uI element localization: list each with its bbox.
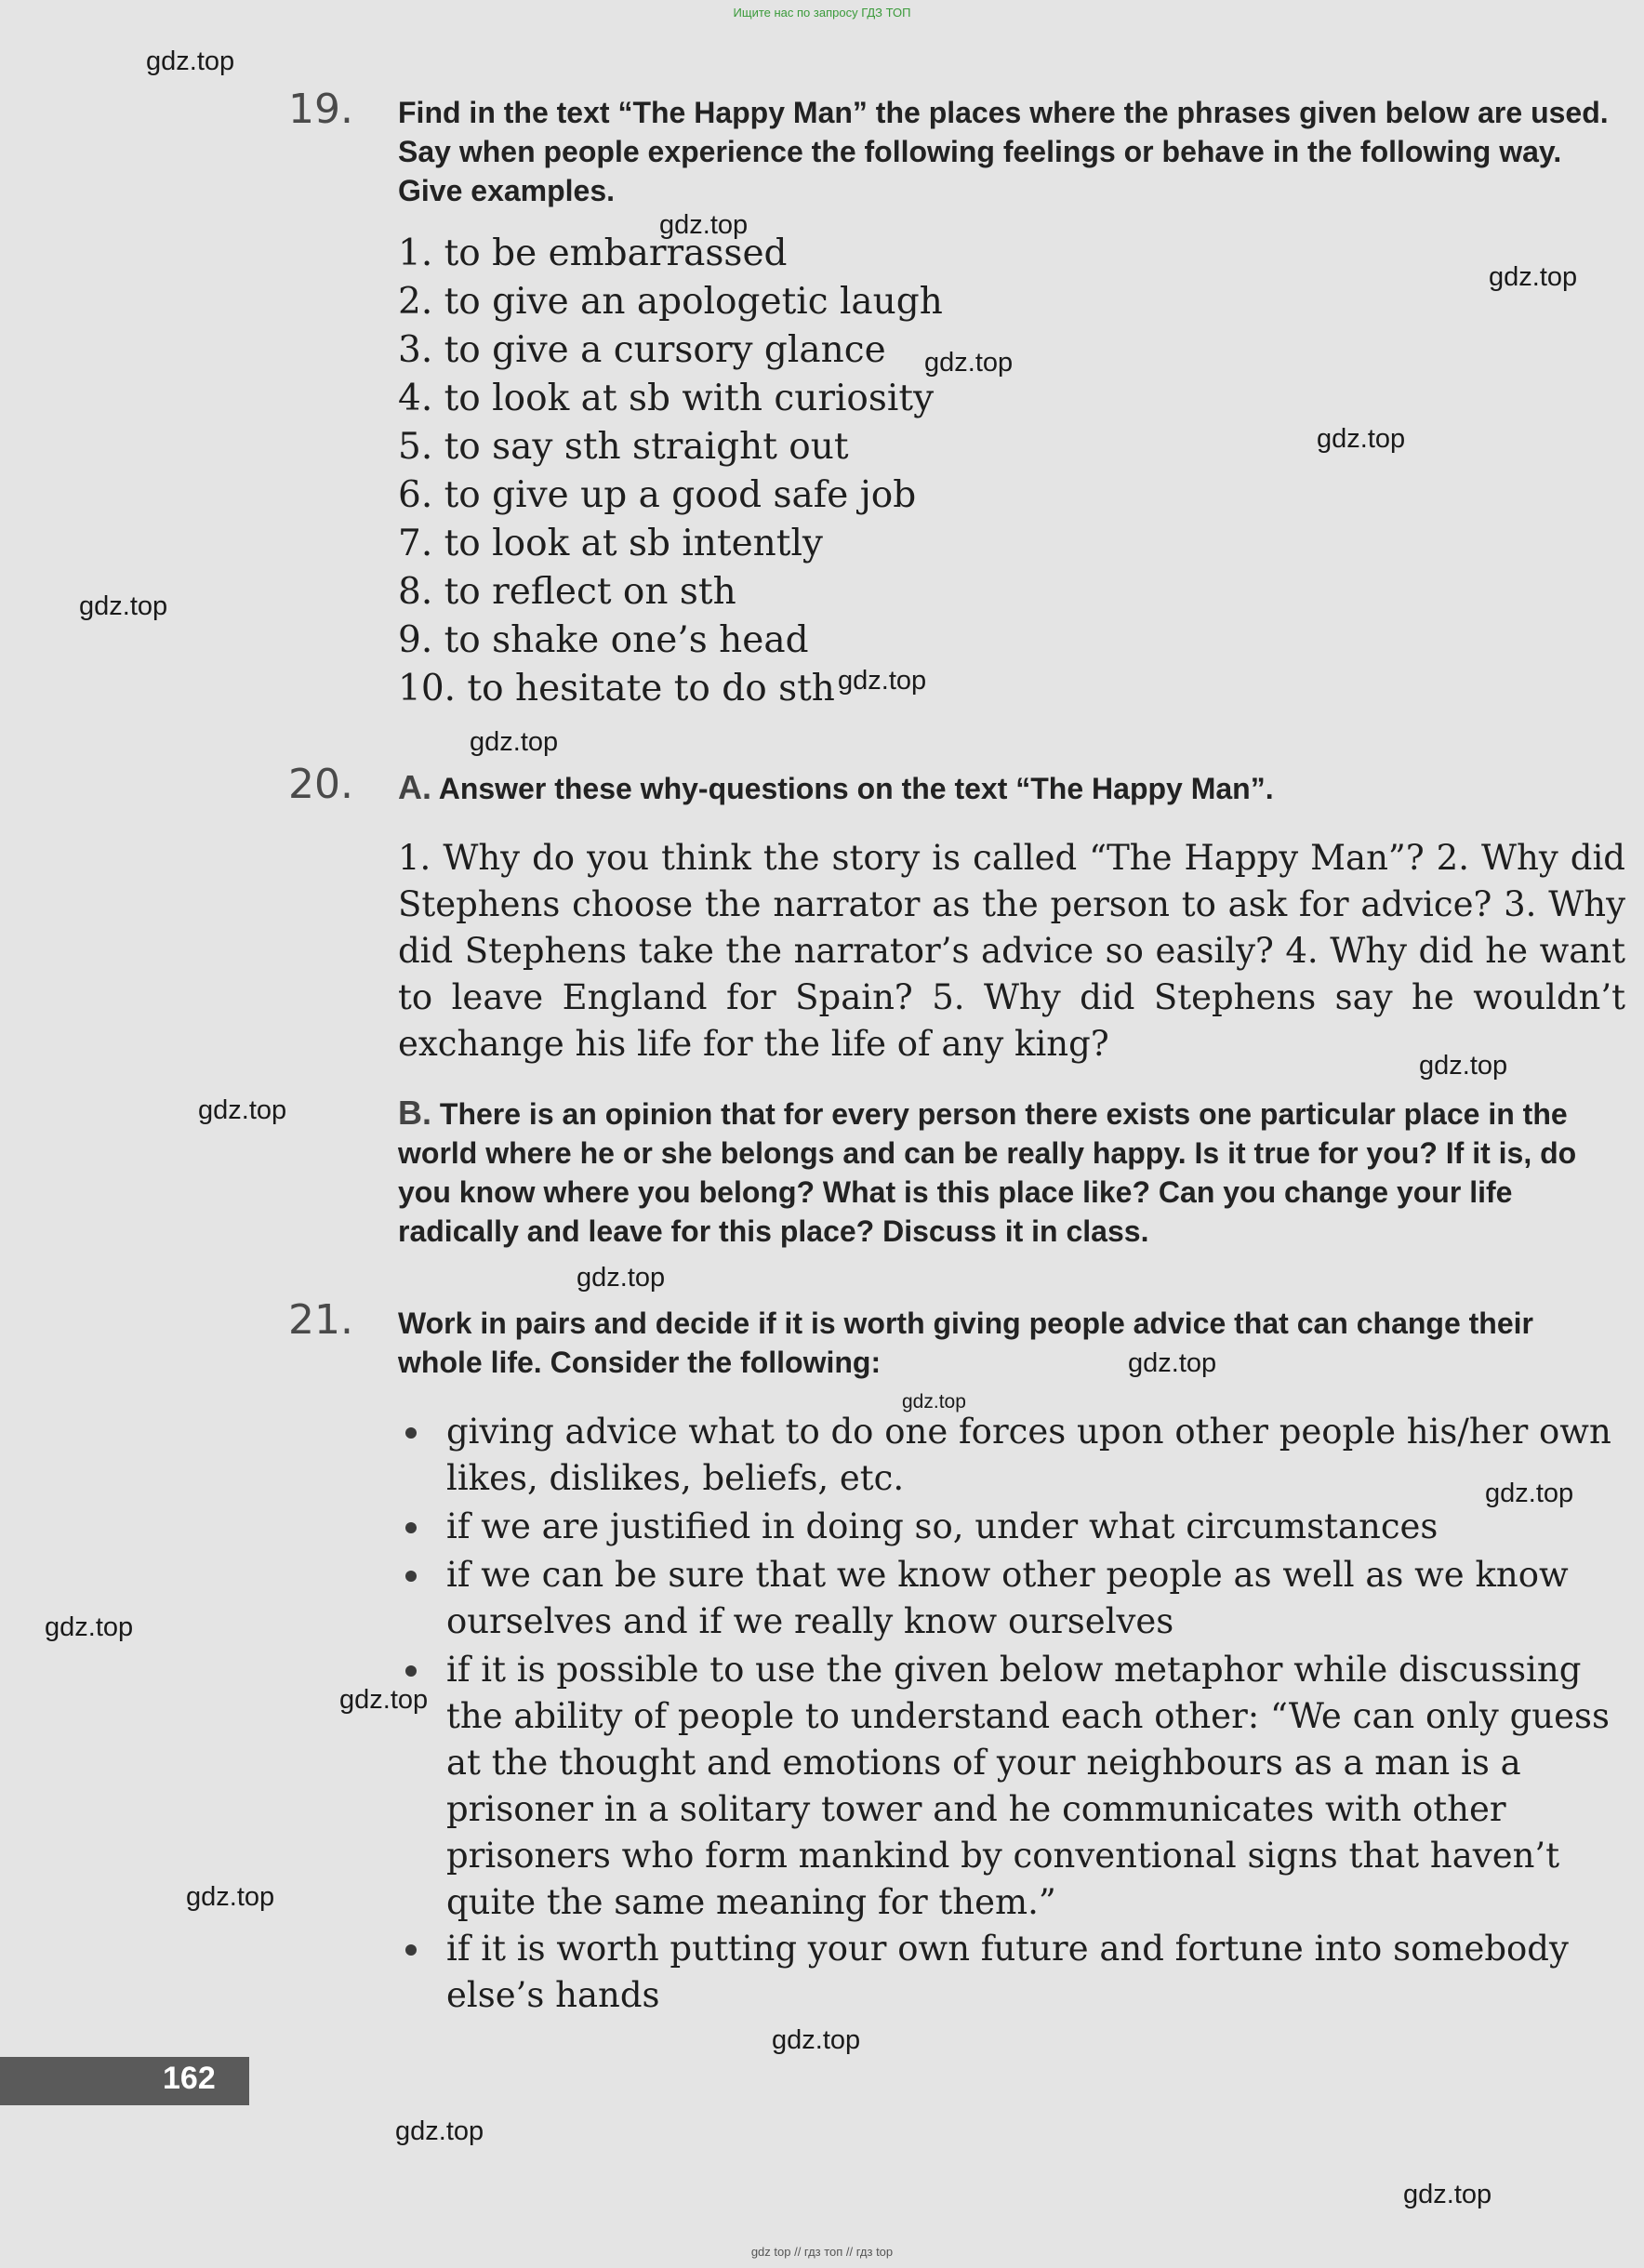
bullet-text: if we can be sure that we know other people as well as we know ourselves and if we really know ourselves — [446, 1555, 1569, 1641]
watermark: gdz.top — [395, 2116, 484, 2146]
page-number: 162 — [163, 2061, 216, 2096]
watermark: gdz.top — [1317, 424, 1406, 454]
exercise-21-number: 21. — [288, 1296, 353, 1344]
exercise-20b-text: There is an opinion that for every person there exists one particular place in the world where he or she belongs and can be really happy. Is it true for you? If it is, do you know where you belong? What is this place like? Can you change your life radically and leave for this place? Discuss it in class. — [398, 1097, 1577, 1248]
exercise-20a-heading — [398, 768, 1625, 808]
list-item: 3. to give a cursory glance — [398, 329, 886, 371]
list-item: 4. to look at sb with curiosity — [398, 378, 935, 419]
exercise-20b-label: B. — [398, 1094, 431, 1132]
bottom-banner: gdz top // гдз топ // гдз top — [750, 2245, 894, 2259]
bullet-icon — [405, 1522, 417, 1533]
watermark: gdz.top — [470, 727, 559, 757]
bullet-icon — [405, 1665, 417, 1677]
watermark: gdz.top — [1419, 1051, 1508, 1081]
list-item — [398, 1552, 1625, 1645]
list-item: 8. to reflect on sth — [398, 571, 736, 613]
bullet-text: if it is possible to use the given below metaphor while discussing the ability of people to understand each other: “We can only guess at the thought and emotions of your neighbours as a man is a prisoner in a solitary tower and he communicates with other prisoners who form mankind by conventional signs that haven’t quite the same meaning for them.” — [446, 1650, 1610, 1922]
watermark: gdz.top — [1403, 2180, 1492, 2209]
watermark: gdz.top — [1489, 262, 1578, 292]
bullet-icon — [405, 1944, 417, 1956]
list-item — [398, 1504, 1625, 1550]
exercise-20a-instruction: Answer these why-questions on the text “The Happy Man”. — [438, 772, 1274, 805]
list-item — [398, 1926, 1625, 2019]
watermark: gdz.top — [577, 1263, 666, 1293]
watermark: gdz.top — [902, 1391, 966, 1413]
bullet-icon — [405, 1427, 417, 1439]
watermark: gdz.top — [772, 2025, 861, 2055]
bullet-text: giving advice what to do one forces upon other people his/her own likes, dislikes, beliefs, etc. — [446, 1412, 1611, 1498]
watermark: gdz.top — [198, 1095, 287, 1125]
exercise-19-number: 19. — [288, 86, 353, 133]
list-item: 1. to be embarrassed — [398, 232, 788, 274]
watermark: gdz.top — [1128, 1348, 1217, 1378]
watermark: gdz.top — [659, 210, 749, 240]
list-item: 9. to shake one’s head — [398, 619, 809, 661]
exercise-20a-label: A. — [398, 768, 431, 806]
watermark: gdz.top — [79, 591, 168, 621]
top-banner[interactable]: Ищите нас по запросу ГДЗ ТОП — [733, 6, 911, 20]
exercise-21-instruction: Work in pairs and decide if it is worth giving people advice that can change their whole life. Consider the following: — [398, 1306, 1533, 1379]
exercise-20-number: 20. — [288, 761, 353, 808]
list-item — [398, 1647, 1625, 1926]
list-item — [398, 1409, 1625, 1502]
bullet-icon — [405, 1571, 417, 1582]
list-item: 6. to give up a good safe job — [398, 474, 917, 516]
watermark: gdz.top — [838, 666, 927, 696]
list-item: 2. to give an apologetic laugh — [398, 281, 943, 323]
list-item: 10. to hesitate to do sth — [398, 668, 835, 710]
watermark: gdz.top — [339, 1685, 429, 1715]
bullet-text: if we are justified in doing so, under what circumstances — [446, 1506, 1438, 1546]
watermark: gdz.top — [924, 348, 1014, 378]
watermark: gdz.top — [45, 1612, 134, 1642]
bullet-text: if it is worth putting your own future and fortune into somebody else’s hands — [446, 1929, 1569, 2015]
list-item: 5. to say sth straight out — [398, 426, 849, 468]
exercise-19-instruction: Find in the text “The Happy Man” the places where the phrases given below are used. Say when people experience the following feelings or behave in the following way. Give examples. — [398, 96, 1609, 207]
watermark: gdz.top — [1485, 1479, 1574, 1508]
list-item: 7. to look at sb intently — [398, 523, 823, 564]
watermark: gdz.top — [186, 1882, 275, 1912]
watermark: gdz.top — [146, 46, 235, 76]
exercise-20b-block — [398, 1094, 1625, 1251]
exercise-20a-questions: 1. Why do you think the story is called “The Happy Man”? 2. Why did Stephens choose the narrator as the person to ask for advice? 3. Why did Stephens take the narrator’s advice so easily? 4. Why did he want to leave England for Spain? 5. Why did Stephens say he wouldn’t exchange his life for the life of any king? — [398, 838, 1625, 1064]
